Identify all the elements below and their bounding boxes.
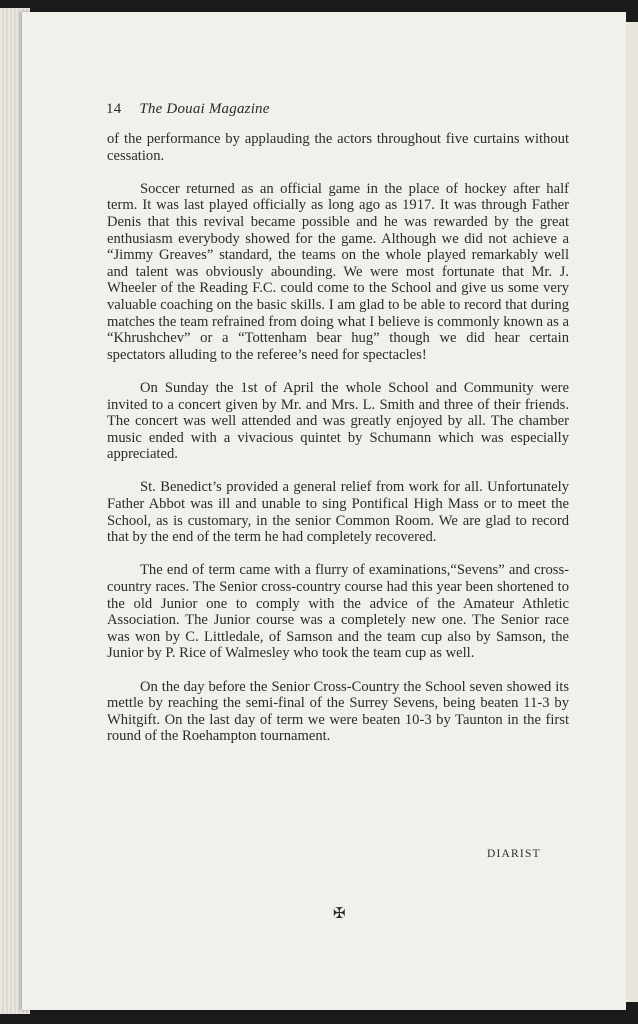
author-signature: DIARIST [487, 848, 541, 860]
paragraph-soccer: Soccer returned as an official game in the place of hockey after half term. It was last played officially as long ago as 1917. It was through Father Denis that this revival became possible and he was rewarded by the great enthusiasm everybody showed for the game. Although we did not achieve a “Jimmy Greaves” standard, the teams on the whole played remarkably well and talent was obviously abounding. We were most fortunate that Mr. J. Wheeler of the Reading F.C. could come to the School and give us some very valuable coaching on the basic skills. I am glad to be able to record that during matches the team refrained from doing what I believe is commonly known as a “Khrushchev” or a “Tottenham bear hug” though we did hear certain spectators alluding to the referee’s need for spectacles! [107, 180, 569, 363]
paragraph-sevens: On the day before the Senior Cross-Country the School seven showed its mettle by reaching the semi-final of the Surrey Sevens, being beaten 11-3 by Whitgift. On the last day of term we were beaten 10-3 by Taunton in the first round of the Roehampton tournament. [107, 678, 569, 745]
paragraph-concert: On Sunday the 1st of April the whole School and Community were invited to a concert given by Mr. and Mrs. L. Smith and three of their friends. The concert was well attended and was greatly enjoyed by all. The chamber music ended with a vivacious quintet by Schumann which was especially appreciated. [107, 379, 569, 463]
paragraph-end-of-term: The end of term came with a flurry of examinations,“Sevens” and cross-country races. The Senior cross-country course had this year been shortened to the old Junior one to comply with the advice of the Amateur Athletic Association. The Junior course was a completely new one. The Senior race was won by C. Littledale, of Samson and the team cup also by Samson, the Junior by P. Rice of Walmesley who took the team cup as well. [107, 562, 569, 662]
paragraph-continuation: of the performance by applauding the actors throughout five curtains without cessation. [107, 131, 569, 164]
right-page-edge [626, 22, 638, 1002]
running-header [106, 101, 270, 118]
paragraph-st-benedicts: St. Benedict’s provided a general relief from work for all. Unfortunately Father Abbot was ill and unable to sing Pontifical High Mass or to meet the School, as is customary, in the senior Common Room. We are glad to record that by the end of the term he had completely recovered. [107, 479, 569, 546]
magazine-title: The Douai Magazine [139, 101, 270, 117]
page-number: 14 [106, 101, 122, 117]
cross-ornament-icon: ✠ [333, 906, 346, 922]
article-body [107, 131, 569, 762]
